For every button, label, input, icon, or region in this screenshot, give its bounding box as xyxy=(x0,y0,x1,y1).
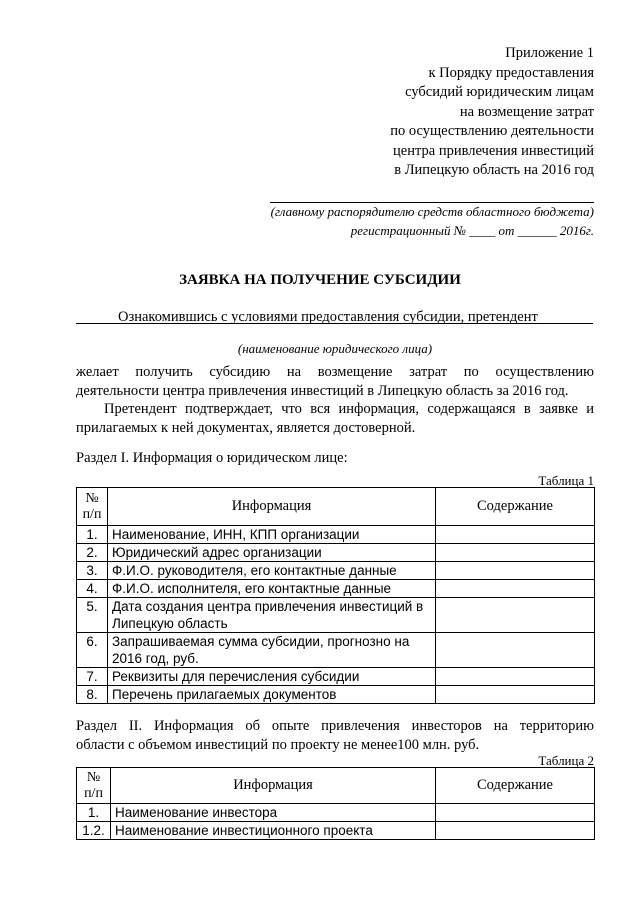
row-content-cell[interactable] xyxy=(436,668,595,686)
row-num: 7. xyxy=(77,668,108,686)
applicant-name-caption: (наименование юридического лица) xyxy=(237,341,433,356)
row-content-cell[interactable] xyxy=(436,598,595,633)
table-row xyxy=(77,822,595,840)
row-content-cell[interactable] xyxy=(436,526,595,544)
row-content-cell[interactable] xyxy=(436,804,595,822)
row-info: Ф.И.О. руководителя, его контактные данные xyxy=(108,562,436,580)
investor-experience-table xyxy=(76,767,595,840)
table-row xyxy=(77,668,595,686)
row-info: Перечень прилагаемых документов xyxy=(108,686,436,704)
row-info: Ф.И.О. исполнителя, его контактные данные xyxy=(108,580,436,598)
intro-text: Ознакомившись с условиями предоставления субсидии, претендент xyxy=(118,309,538,325)
row-num: 3. xyxy=(77,562,108,580)
row-content-cell[interactable] xyxy=(436,686,595,704)
row-info: Наименование, ИНН, КПП организации xyxy=(108,526,436,544)
appendix-line: на возмещение затрат xyxy=(459,103,594,120)
row-num: 8. xyxy=(77,686,108,704)
appendix-line: к Порядку предоставления xyxy=(428,64,594,81)
header-num: № п/п xyxy=(77,488,108,526)
paragraph-request xyxy=(76,363,594,401)
document-title: ЗАЯВКА НА ПОЛУЧЕНИЕ СУБСИДИИ xyxy=(179,272,461,288)
appendix-line: центра привлечения инвестиций xyxy=(393,142,594,159)
header-info: Информация xyxy=(111,768,436,804)
section2-title xyxy=(76,717,594,755)
row-num: 1.2. xyxy=(77,822,111,840)
row-content-cell[interactable] xyxy=(436,822,595,840)
row-info: Юридический адрес организации xyxy=(108,544,436,562)
row-num: 2. xyxy=(77,544,108,562)
header-info: Информация xyxy=(108,488,436,526)
row-info: Наименование инвестиционного проекта xyxy=(111,822,436,840)
recipient-block xyxy=(270,186,594,239)
row-num: 1. xyxy=(77,804,111,822)
paragraph-line: желает получить субсидию на возмещение затрат по осуществлению xyxy=(76,364,594,380)
appendix-line: по осуществлению деятельности xyxy=(390,123,594,139)
header-content: Содержание xyxy=(436,488,595,526)
recipient-blank-line[interactable] xyxy=(270,186,594,203)
table-row xyxy=(77,562,595,580)
table-row xyxy=(77,598,595,633)
section2-title-line: области с объемом инвестиций по проекту не менее100 млн. руб. xyxy=(76,737,480,753)
header-content: Содержание xyxy=(436,768,595,804)
paragraph-line: деятельности центра привлечения инвестиций в Липецкую область за 2016 год. xyxy=(76,383,569,399)
paragraph-line: Претендент подтверждает, что вся информация, содержащаяся в заявке и xyxy=(104,401,594,417)
row-content-cell[interactable] xyxy=(436,580,595,598)
row-content-cell[interactable] xyxy=(436,633,595,668)
row-num: 1. xyxy=(77,526,108,544)
table1-label: Таблица 1 xyxy=(538,473,594,488)
registration-number: регистрационный № ____ от ______ 2016г. xyxy=(350,223,594,238)
section2-title-line: Раздел II. Информация об опыте привлечения инвесторов на территорию xyxy=(76,718,594,734)
legal-entity-info-table xyxy=(76,487,595,704)
table-row xyxy=(77,804,595,822)
table2-label: Таблица 2 xyxy=(538,753,594,768)
applicant-name-blank-line[interactable] xyxy=(76,323,593,324)
table-row xyxy=(77,526,595,544)
table-row xyxy=(77,544,595,562)
paragraph-confirmation xyxy=(76,400,594,438)
appendix-header xyxy=(390,44,594,181)
row-info: Запрашиваемая сумма субсидии, прогнозно на 2016 год, руб. xyxy=(108,633,436,668)
table-row xyxy=(77,686,595,704)
table-row xyxy=(77,633,595,668)
appendix-line: субсидий юридическим лицам xyxy=(405,84,594,100)
row-info: Дата создания центра привлечения инвестиций в Липецкую область xyxy=(108,598,436,633)
row-num: 4. xyxy=(77,580,108,598)
row-num: 6. xyxy=(77,633,108,668)
table-row xyxy=(77,580,595,598)
table-header-row xyxy=(77,488,595,526)
row-info: Реквизиты для перечисления субсидии xyxy=(108,668,436,686)
appendix-line: Приложение 1 xyxy=(505,45,594,61)
header-num: № п/п xyxy=(77,768,111,804)
paragraph-line: прилагаемых к ней документах, является достоверной. xyxy=(76,420,416,436)
row-content-cell[interactable] xyxy=(436,562,595,580)
row-content-cell[interactable] xyxy=(436,544,595,562)
appendix-line: в Липецкую область на 2016 год xyxy=(394,162,594,178)
recipient-caption: (главному распорядителю средств областного бюджета) xyxy=(270,204,594,219)
table-header-row xyxy=(77,768,595,804)
row-num: 5. xyxy=(77,598,108,633)
section1-title: Раздел I. Информация о юридическом лице: xyxy=(76,450,348,466)
row-info: Наименование инвестора xyxy=(111,804,436,822)
